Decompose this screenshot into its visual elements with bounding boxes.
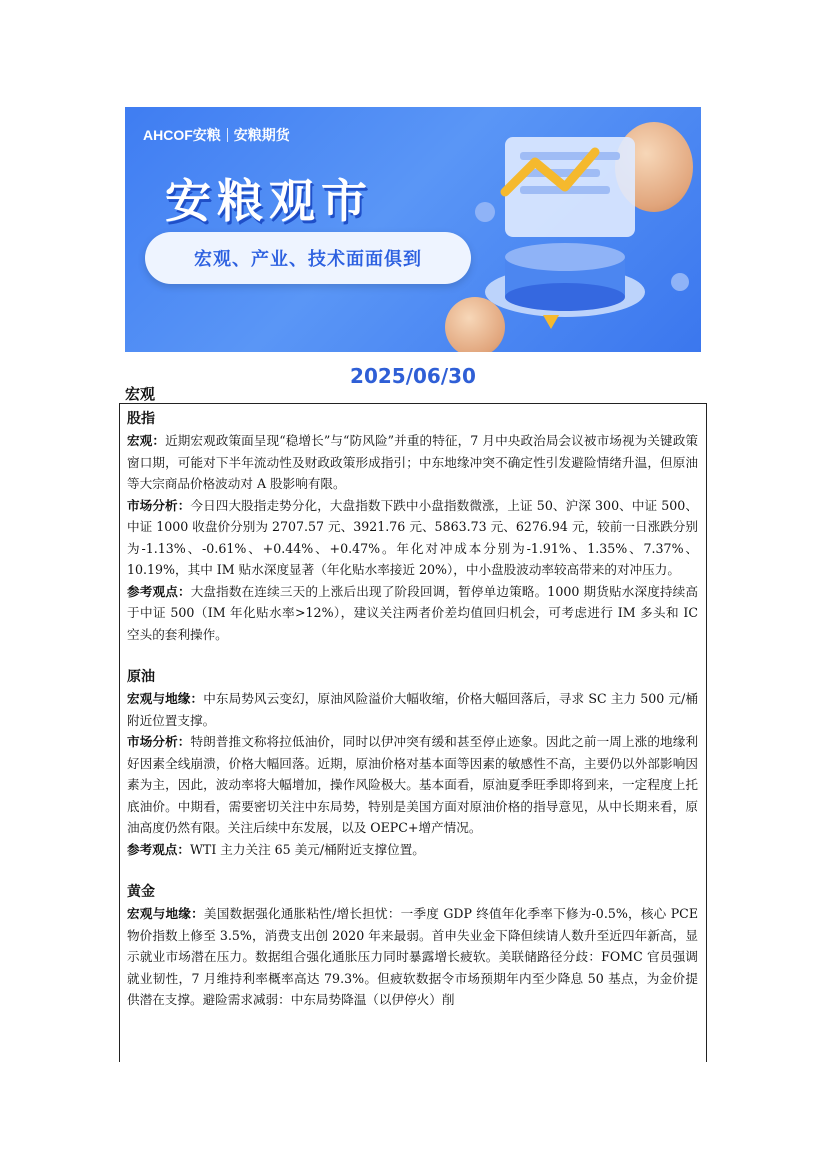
brand-name: 安粮期货 — [233, 127, 290, 143]
block-title: 原油 — [127, 669, 155, 685]
para-text: WTI 主力关注 65 美元/桶附近支撑位置。 — [189, 841, 425, 857]
banner-title: 安粮观市 — [165, 174, 373, 228]
paragraph — [127, 430, 698, 495]
block-crude-oil — [127, 666, 698, 860]
report-date: 2025/06/30 — [350, 364, 476, 388]
para-label: 参考观点： — [127, 583, 191, 599]
content-box — [119, 403, 707, 1062]
paragraph — [127, 839, 698, 861]
para-label: 宏观与地缘： — [127, 906, 204, 921]
para-text: 大盘指数在连续三天的上涨后出现了阶段回调，暂停单边策略。1000 期货贴水深度持续高于中证 500（IM 年化贴水率>12%），建议关注两者价差均值回归机会，可考虑进行 IM 多头和 IC 空头的套利操作。 — [127, 583, 698, 642]
block-gold — [127, 881, 698, 1011]
para-text: 近期宏观政策面呈现“稳增长”与“防风险”并重的特征，7 月中央政治局会议被市场视为关键政策窗口期，可能对下半年流动性及财政政策形成指引；中东地缘冲突不确定性引发避险情绪升温，但原油等大宗商品价格波动对 A 股影响有限。 — [127, 433, 698, 491]
header-banner — [125, 107, 701, 352]
paragraph — [127, 731, 698, 839]
block-title: 黄金 — [127, 884, 155, 900]
paragraph — [127, 495, 698, 581]
paragraph — [127, 581, 698, 646]
para-label: 宏观： — [127, 433, 166, 448]
para-label: 宏观与地缘： — [127, 691, 204, 706]
para-text: 美国数据强化通胀粘性/增长担忧：一季度 GDP 终值年化季率下修为-0.5%，核心 PCE 物价指数上修至 3.5%，消费支出创 2020 年来最弱。首申失业金下降但续请人数升至近四年新高，显示就业市场潜在压力。数据组合强化通胀压力同时暴露增长疲软。美联储路径分歧：FOMC 官员强调就业韧性，7 月维持利率概率高达 79.3%。但疲软数据令市场预期年内至少降息 50 基点，为金价提供潜在支撑。避险需求减弱：中东局势降温（以伊停火）削 — [127, 906, 699, 1007]
para-label: 参考观点： — [127, 841, 190, 857]
para-label: 市场分析： — [127, 497, 191, 513]
para-text: 今日四大股指走势分化，大盘指数下跌中小盘指数微涨，上证 50、沪深 300、中证 500、中证 1000 收盘价分别为 2707.57 元、3921.76 元、5863.73 元、6276.94 元，较前一日涨跌分别为-1.13%、-0.61%、+0.44%、+0.47%。年化对冲成本分别为-1.91%、1.35%、7.37%、10.19%，其中 IM 贴水深度显著（年化贴水率接近 20%），中小盘股波动率较高带来的对冲压力。 — [127, 497, 698, 577]
paragraph — [127, 903, 698, 1011]
para-text: 特朗普推文称将拉低油价，同时以伊冲突有缓和甚至停止迹象。因此之前一周上涨的地缘利好因素全线崩溃，价格大幅回落。近期，原油价格对基本面等因素的敏感性不高，主要仍以外部影响因素为主，因此，波动率将大幅增加，操作风险极大。基本面看，原油夏季旺季即将到来，一定程度上托底油价。中期看，需要密切关注中东局势，特别是美国方面对原油价格的指导意见，从中长期来看，原油高度仍然有限。关注后续中东发展，以及 OEPC+增产情况。 — [127, 734, 699, 835]
block-equity-index — [127, 408, 698, 645]
paragraph — [127, 688, 698, 731]
banner-tagline: 宏观、产业、技术面面俱到 — [145, 232, 471, 284]
brand-logo: AHCOF安粮 — [143, 127, 221, 143]
para-label: 市场分析： — [127, 734, 191, 749]
chart-illustration — [125, 107, 701, 352]
block-title: 股指 — [127, 411, 155, 427]
section-title: 宏观 — [125, 385, 156, 403]
para-text: 中东局势风云变幻，原油风险溢价大幅收缩，价格大幅回落后，寻求 SC 主力 500 元/桶附近位置支撑。 — [127, 691, 698, 728]
